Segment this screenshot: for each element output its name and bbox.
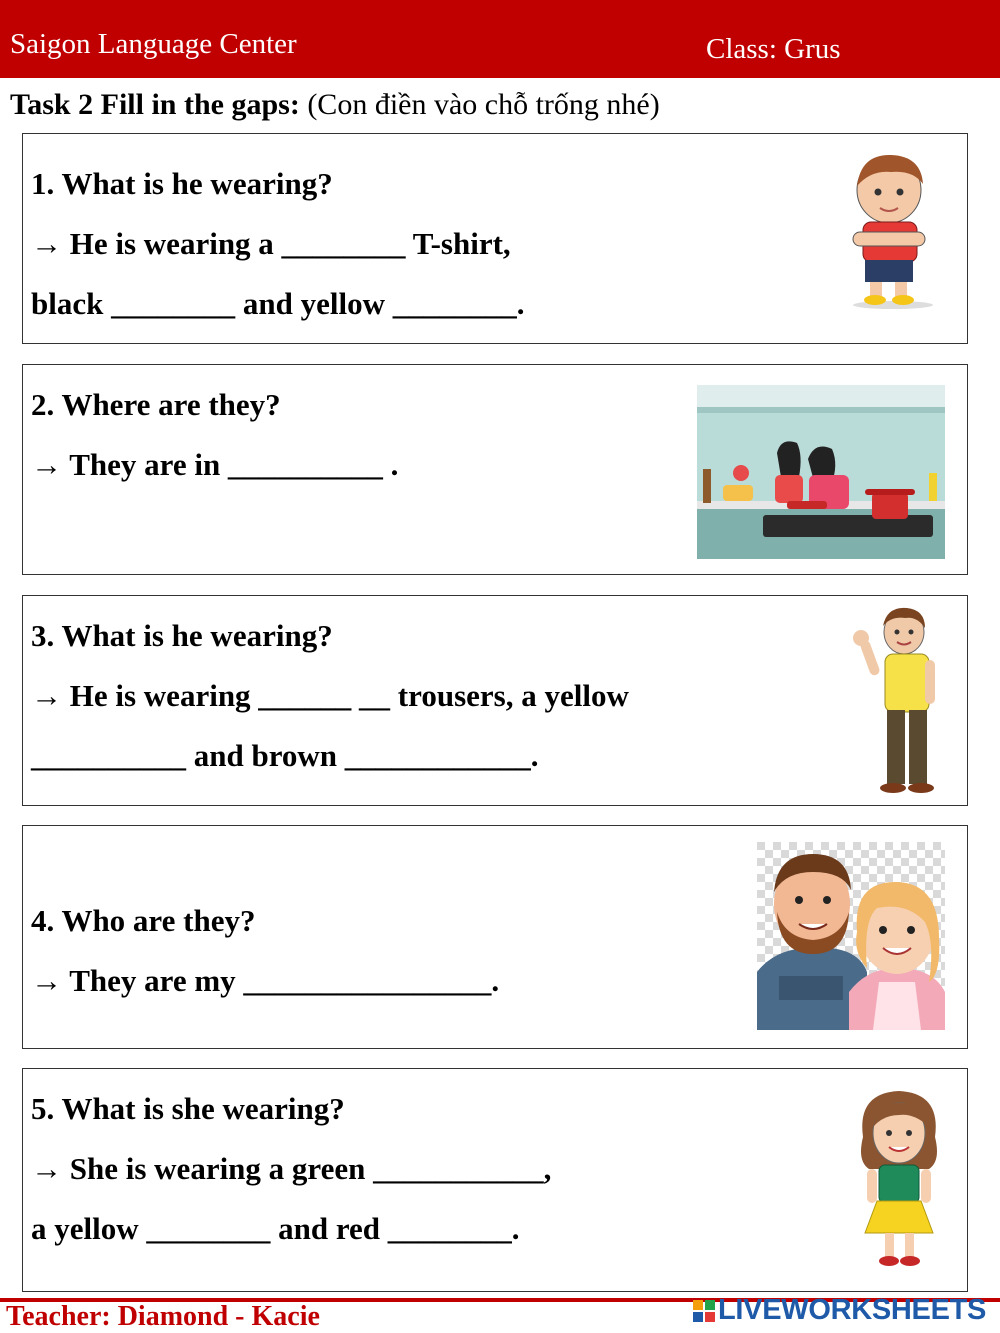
class-label: Class: Grus (706, 33, 841, 65)
question-4-text: 4. Who are they? (31, 903, 256, 938)
question-box-5 (22, 1068, 968, 1292)
girl-green-top-icon (849, 1087, 949, 1271)
question-5-answer-line-1[interactable]: → She is wearing a green ___________, (31, 1151, 552, 1186)
liveworksheets-brand[interactable]: LIVEWORKSHEETS (718, 1294, 987, 1326)
question-4-answer-line-1[interactable]: → They are my ________________. (31, 963, 500, 998)
task-heading (10, 88, 660, 122)
question-3-answer-line-1[interactable]: → He is wearing ______ __ trousers, a yellow (31, 678, 629, 713)
question-5-answer-line-2[interactable]: a yellow ________ and red ________. (31, 1211, 520, 1246)
question-2-text: 2. Where are they? (31, 387, 281, 422)
question-1-answer-line-2[interactable]: black ________ and yellow ________. (31, 286, 525, 321)
question-box-3 (22, 595, 968, 806)
school-name: Saigon Language Center (10, 28, 297, 60)
question-1-text: 1. What is he wearing? (31, 166, 333, 201)
boy-red-tshirt-icon (833, 148, 953, 310)
task-instruction: (Con điền vào chỗ trống nhé) (307, 88, 660, 121)
boy-yellow-tshirt-icon (849, 602, 949, 798)
question-3-text: 3. What is he wearing? (31, 618, 333, 653)
question-box-1 (22, 133, 968, 344)
question-5-text: 5. What is she wearing? (31, 1091, 345, 1126)
task-title: Task 2 Fill in the gaps: (10, 88, 300, 121)
kitchen-scene-icon (697, 385, 945, 559)
question-1-answer-line-1[interactable]: → He is wearing a ________ T-shirt, (31, 226, 511, 261)
header-bar (0, 0, 1000, 78)
question-box-2 (22, 364, 968, 575)
question-3-answer-line-2[interactable]: __________ and brown ____________. (31, 738, 539, 773)
question-2-answer-line-1[interactable]: → They are in __________ . (31, 447, 399, 482)
teacher-name: Teacher: Diamond - Kacie (6, 1301, 320, 1332)
question-box-4 (22, 825, 968, 1049)
liveworksheets-logo-icon (693, 1300, 715, 1322)
parents-couple-icon (757, 842, 945, 1030)
